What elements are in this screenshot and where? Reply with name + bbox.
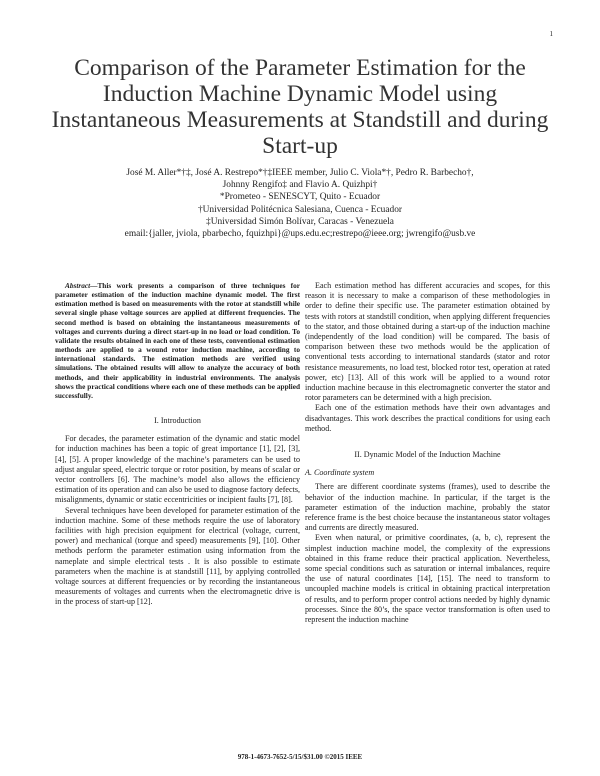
paragraph: For decades, the parameter estimation of the dynamic and static model for induction machines has been a topic of great importance [1], [2], [3], [4], [5]. A proper knowledge of the machine’s parameters can be used to adjust angular speed, electric torque or rotor position, by means of scalar or vector controllers [6]. The machine’s model also allows the efficiency estimation of its operation and can also be used to diagnose factory defects, misalignments, dynamic or static eccentricities or incipient faults [7], [8]. [55,434,300,505]
paper-title: Comparison of the Parameter Estimation for the Induction Machine Dynamic Model using Instantaneous Measurements at Standstill and during Start-up [51,55,549,159]
section-heading-model: II. Dynamic Model of the Induction Machine [354,450,501,460]
section-heading-introduction: I. Introduction [154,416,201,426]
copyright-footer: 978-1-4673-7652-5/15/$31.00 ©2015 IEEE [237,753,363,761]
author-line: Johnny Rengifo‡ and Flavio A. Quizhpi† [222,180,378,191]
affiliation-line: †Universidad Politécnica Salesiana, Cuenca - Ecuador [197,204,403,215]
left-column [55,281,300,608]
affiliation-line: *Prometeo - SENESCYT, Quito - Ecuador [219,192,381,203]
abstract-lead: Abstract [65,281,91,290]
subsection-heading: A. Coordinate system [305,468,375,478]
paragraph: Even when natural, or primitive coordinates, (a, b, c), represent the simplest induction machine model, the complexity of the expressions obtained in this frame reduce their practical application. Nevertheless, some special conditions such as saturation or internal imbalances, require the use of natural coordinates [14], [15]. The need to transform to uncoupled machine models is critical in obtaining practical interpretation of results, and to perform proper control actions needed by highly dynamic processes. Since the 80’s, the space vector transformation is often used to represent the induction machine [305,533,550,625]
email-line: email:{jaller, jviola, pbarbecho, fquizhpi}@ups.edu.ec;restrepo@ieee.org; jwrengifo@usb.ve [124,229,476,240]
page-number: 1 [549,30,553,38]
author-line: José M. Aller*†‡, José A. Restrepo*†‡IEEE member, Julio C. Viola*†, Pedro R. Barbecho†, [126,168,474,178]
author-block [40,167,560,240]
abstract-text: —This work presents a comparison of three techniques for parameter estimation of the induction machine dynamic model. The first estimation method is based on measurements with the rotor at standstill while several single phase voltage sources are applied at different frequencies. The second method is based on obtaining the instantaneous measurements of voltages and currents during a direct start-up in no load or load condition. To validate the results obtained in each one of these tests, conventional estimation methods are applied to a wound rotor induction machine, according to international standards. The estimation methods are verified using simulations. The obtained results will allow to analyze the accuracy of both methods, and their applicability in industrial environments. The analysis shows the practical conditions where each one of these methods can be applied successfully. [55,281,300,400]
paragraph: Each estimation method has different accuracies and scopes, for this reason it is necessary to make a comparison of these methodologies in order to define their specific use. The parameter estimation obtained by tests with rotors at standstill condition, when applying different frequencies to the stator, and those obtained during a start-up of the induction machine (independently of the load condition) will be compared. The basis of comparison between these two methods would be the application of conventional tests according to international standards (stator and rotor resistance measurements, no load test, blocked rotor test, operation at rated power, etc) [13]. All of this work will be applied to a wound rotor induction machine because in this electromagnetic converter the stator and rotor parameters can be determined with a high precision. [305,281,550,403]
paragraph: Each one of the estimation methods have their own advantages and disadvantages. This work describes the practical conditions for using each method. [305,403,550,433]
paragraph: There are different coordinate systems (frames), used to describe the behavior of the induction machine. In particular, if the target is the parameter estimation of the induction machine, probably the stator reference frame is the best choice because the instantaneous stator voltages and currents are directly measured. [305,482,550,533]
paragraph: Several techniques have been developed for parameter estimation of the induction machine. Some of these methods require the use of laboratory facilities with high precision equipment for electrical (voltage, current, power) and mechanical (torque and speed) measurements [9], [10]. Other methods perform the parameter estimation using information from the nameplate and simple electrical tests . It is also possible to estimate parameters when the machine is at standstill [11], by applying controlled voltage sources at different frequencies or by recording the instantaneous measurements of voltages and currents when the electromagnetic drive is in the process of start-up [12]. [55,505,300,607]
abstract [55,281,300,400]
affiliation-line: ‡Universidad Simón Bolívar, Caracas - Venezuela [206,216,394,227]
right-column [305,281,550,625]
